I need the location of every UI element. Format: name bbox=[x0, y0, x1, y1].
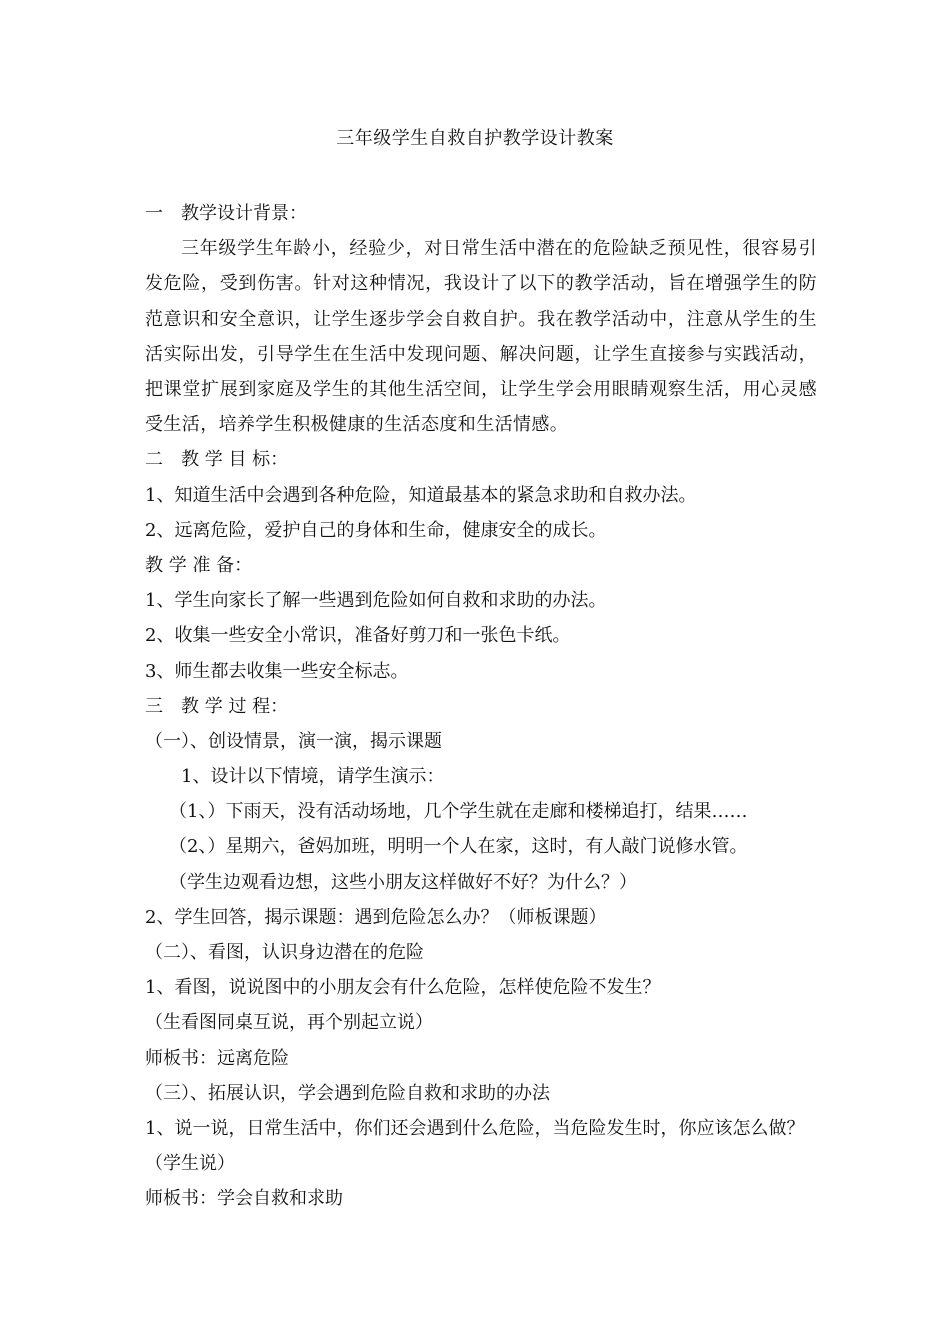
goal-item-1: 1、知道生活中会遇到各种危险，知道最基本的紧急求助和自救办法。 bbox=[145, 484, 697, 506]
part3-board-text: 师板书：学会自救和求助 bbox=[145, 1188, 343, 1210]
part1-note: （学生边观看边想，这些小朋友这样做好不好？为什么？） bbox=[169, 871, 637, 893]
prep-heading: 教 学 准 备： bbox=[145, 554, 253, 576]
part2-heading: （二）、看图，认识身边潜在的危险 bbox=[145, 942, 424, 964]
part3-heading: （三）、拓展认识，学会遇到危险自救和求助的办法 bbox=[145, 1082, 550, 1104]
part3-note: （学生说） bbox=[145, 1153, 235, 1175]
part2-board-text: 师板书：远离危险 bbox=[145, 1047, 289, 1069]
section1-paragraph: 三年级学生年龄小，经验少，对日常生活中潜在的危险缺乏预见性，很容易引发危险，受到伤害。针对这种情况，我设计了以下的教学活动，旨在增强学生的防范意识和安全意识，让学生逐步学会自救自护。我在教学活动中，注意从学生的生活实际出发，引导学生在生活中发现问题、解决问题，让学生直接参与实践活动，把课堂扩展到家庭及学生的其他生活空间，让学生学会用眼睛观察生活，用心灵感受生活，培养学生积极健康的生活态度和生活情感。 bbox=[145, 238, 817, 436]
part1-scene-2: （2、）星期六，爸妈加班，明明一个人在家，这时，有人敲门说修水管。 bbox=[169, 836, 748, 858]
goal-item-2: 2、远离危险，爱护自己的身体和生命，健康安全的成长。 bbox=[145, 519, 607, 541]
prep-item-1: 1、学生向家长了解一些遇到危险如何自救和求助的办法。 bbox=[145, 590, 607, 612]
prep-item-3: 3、师生都去收集一些安全标志。 bbox=[145, 660, 409, 682]
section2-heading: 二 教 学 目 标： bbox=[145, 449, 289, 471]
part2-note: （生看图同桌互说，再个别起立说） bbox=[145, 1012, 433, 1034]
document-title: 三年级学生自救自护教学设计教案 bbox=[336, 128, 614, 149]
section3-heading: 三 教 学 过 程： bbox=[145, 695, 289, 717]
section1-heading: 一 教学设计背景： bbox=[145, 203, 307, 224]
part2-item-1: 1、看图，说说图中的小朋友会有什么危险，怎样使危险不发生？ bbox=[145, 977, 661, 999]
prep-item-2: 2、收集一些安全小常识，准备好剪刀和一张色卡纸。 bbox=[145, 625, 571, 647]
part1-heading: （一）、创设情景，演一演，揭示课题 bbox=[145, 730, 442, 752]
part1-item-2: 2、学生回答，揭示课题：遇到危险怎么办？（师板课题） bbox=[145, 906, 607, 928]
document-body bbox=[145, 196, 817, 1217]
part1-scene-1: （1、）下雨天，没有活动场地，几个学生就在走廊和楼梯追打，结果…… bbox=[169, 801, 748, 823]
part1-item-1: 1、设计以下情境，请学生演示： bbox=[181, 766, 445, 788]
part3-item-1: 1、说一说，日常生活中，你们还会遇到什么危险，当危险发生时，你应该怎么做？ bbox=[145, 1117, 805, 1139]
